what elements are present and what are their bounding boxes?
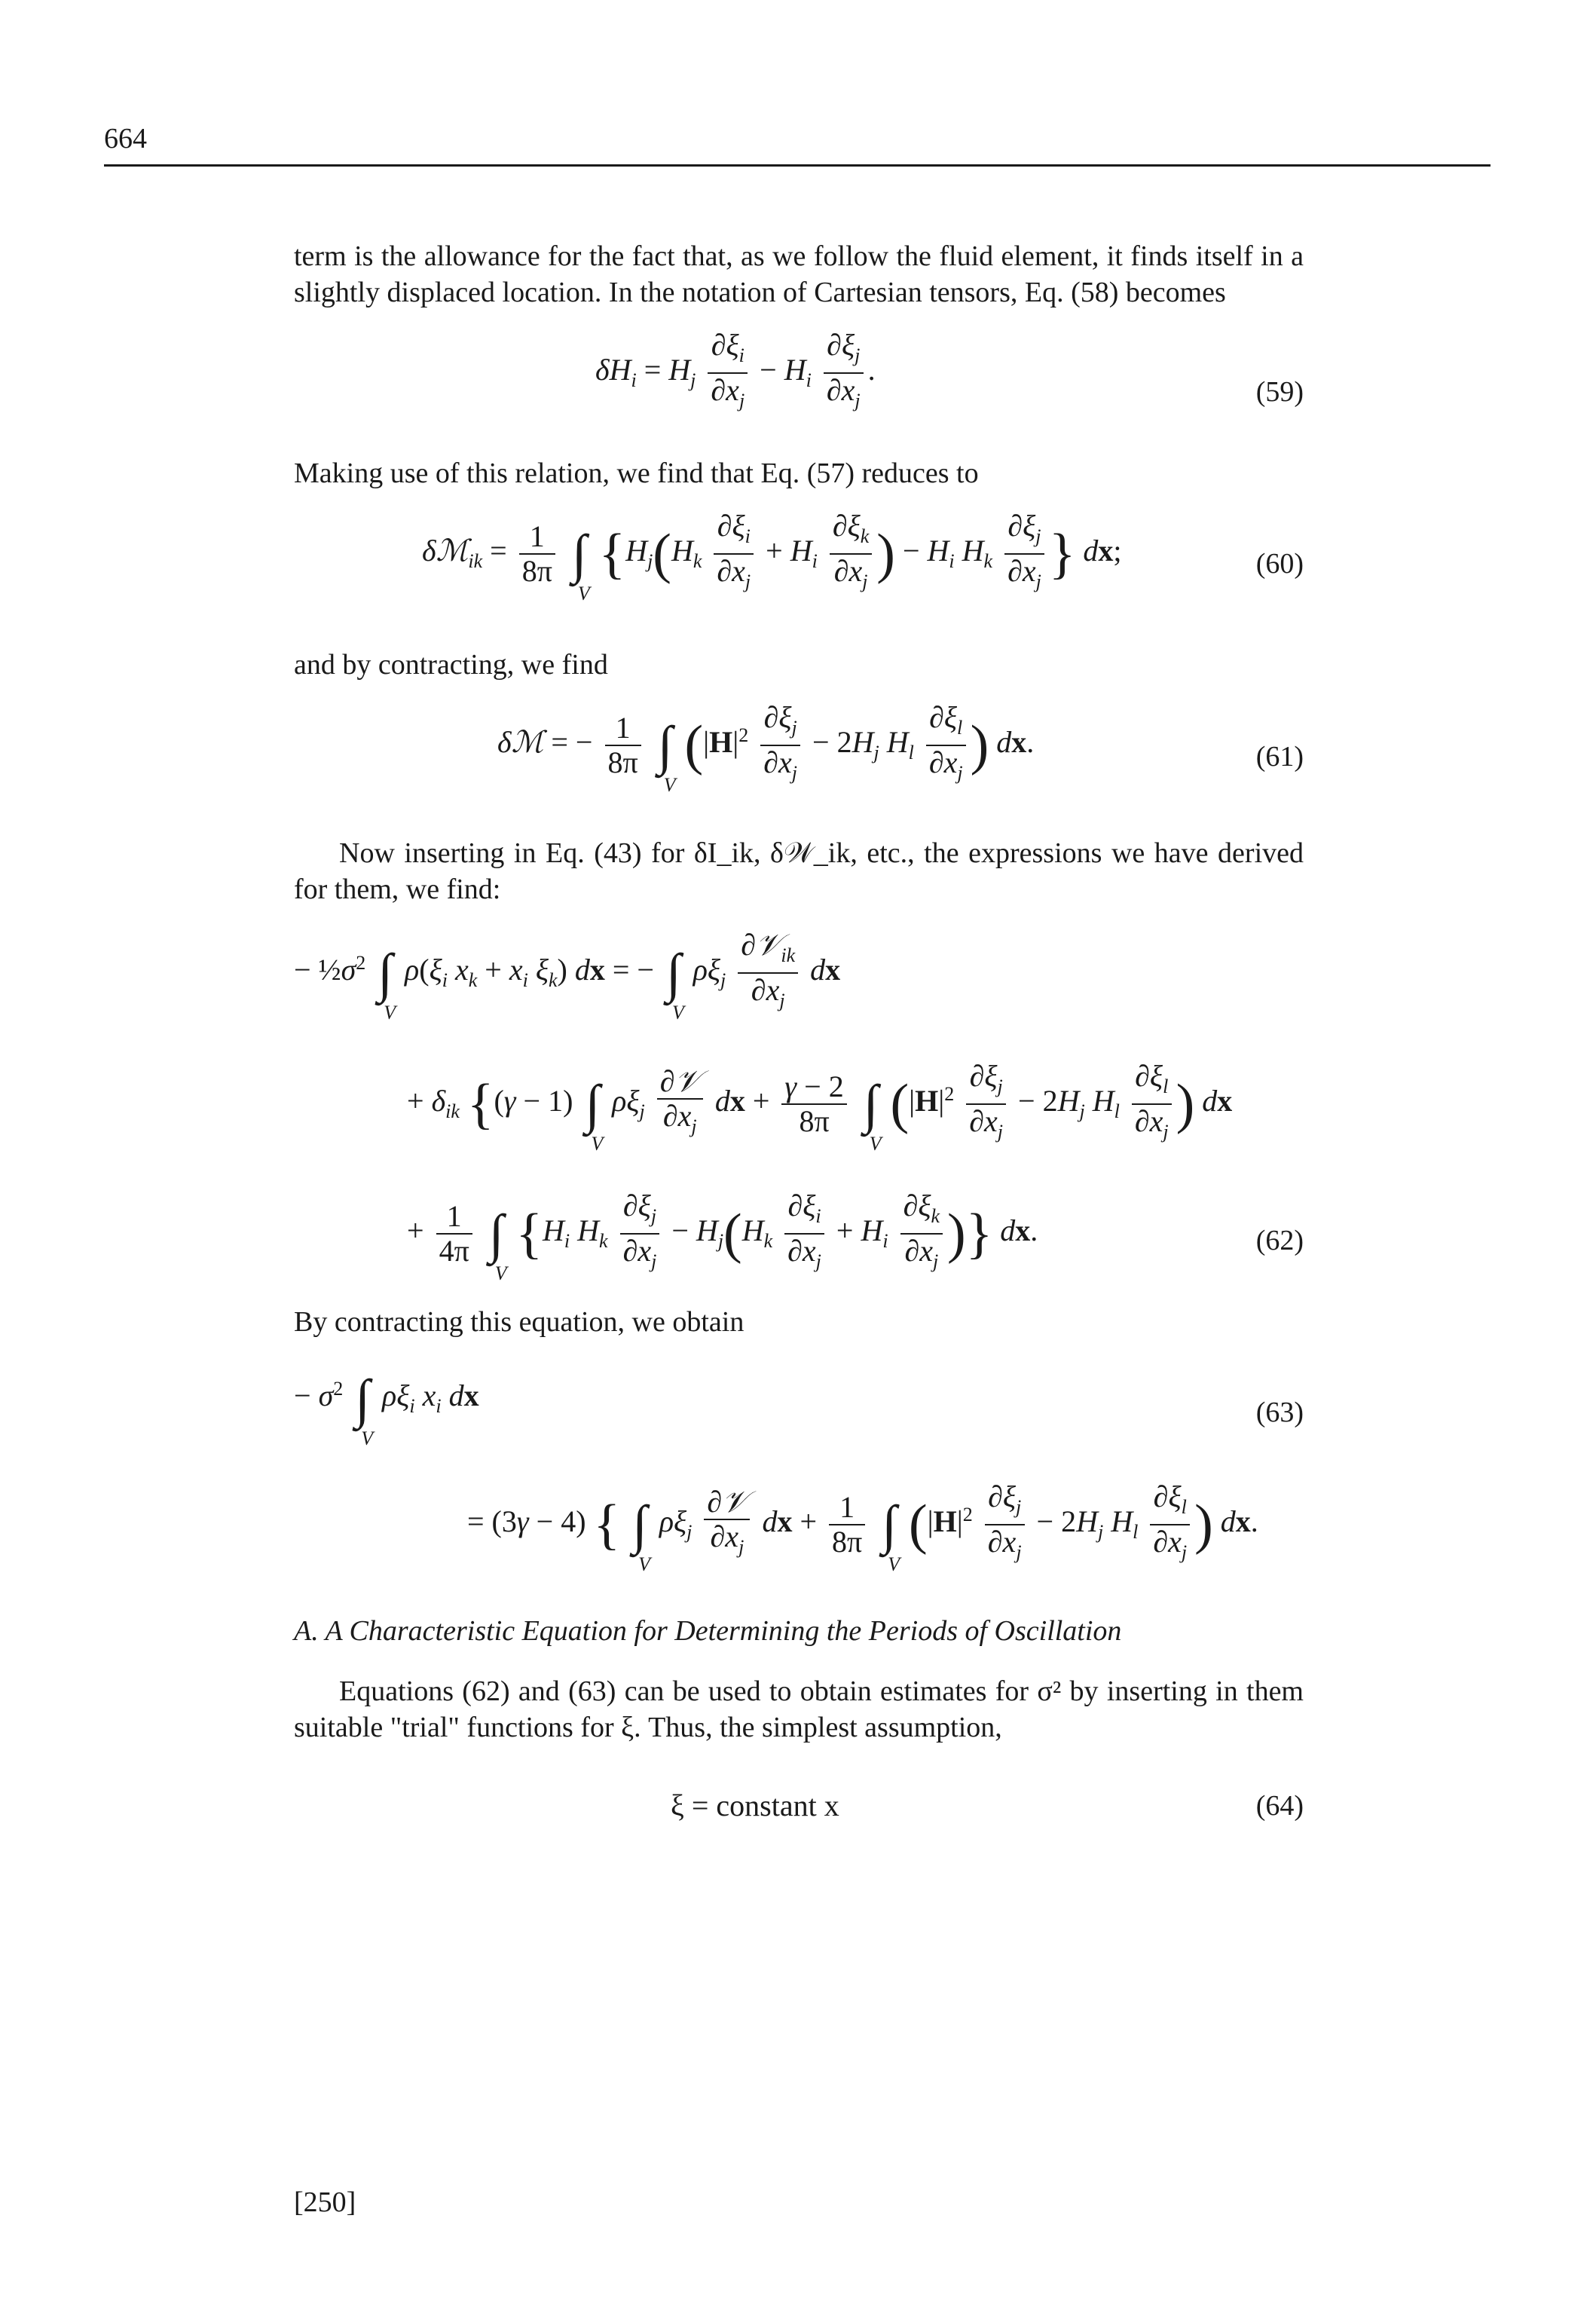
- equation-60: δℳ$_{ik}$ = $\frac{1}{8\pi}$ ∫ V {$H_j(H_k$ $\frac{\partial\xi_i}{\partial x_j}$ + $H_i$ $\frac{\partial\xi_k}{\partial x_j}$ ) − $H_i$ $H_k$ $\frac{\partial\xi_j}{\partial x_j}$ } dx;: [422, 509, 1122, 604]
- footer-label: [250]: [294, 2186, 356, 2218]
- header-rule: [104, 164, 1491, 167]
- equation-61: δℳ = − $\frac{1}{8\pi}$ ∫ V ($|H|^2$ $\frac{\partial\xi_j}{\partial x_j}$ − $2H_j$ $H_l$ $\frac{\partial\xi_l}{\partial x_j}$ ) dx.: [497, 700, 1035, 796]
- equation-number-59: (59): [1255, 376, 1304, 408]
- equation-number-61: (61): [1255, 741, 1304, 773]
- equation-63-line-2: = (3γ − 4) { ∫ V $\rho\xi_j$ $\frac{\text{∂𝒱}}{\partial x_j}$ dx + $\frac{1}{8\pi}$ ∫ V ($|H|^2$ $\frac{\partial\xi_j}{\partial x_j}$ − $2H_j$ $H_l$ $\frac{\partial\xi_l}{\partial x_j}$ ) dx.: [467, 1479, 1258, 1575]
- paragraph-4: Now inserting in Eq. (43) for δI_ik, δ𝒲_ik, etc., the expressions we have derived for them, we find:: [294, 837, 1304, 905]
- equation-number-62: (62): [1255, 1225, 1304, 1256]
- equation-62-line-1: − $\frac{1}{2}\sigma^2$ ∫ V $\rho(\xi_i$ $x_k + x_i$ $\xi_k$) dx = − ∫ V $\rho\xi_j$ $\frac{\partial 𝒱_{ik}}{\partial x_j}$ dx: [294, 928, 841, 1024]
- paragraph-3: and by contracting, we find: [294, 649, 608, 681]
- equation-number-60: (60): [1255, 548, 1304, 580]
- section-heading: A. A Characteristic Equation for Determining the Periods of Oscillation: [294, 1615, 1122, 1647]
- equation-number-64: (64): [1255, 1790, 1304, 1822]
- equation-number-63: (63): [1255, 1397, 1304, 1428]
- page-number: 664: [104, 123, 147, 155]
- equation-62-line-3: + $\frac{1}{4\pi}$ ∫ V {$H_i$ $H_k$ $\frac{\partial\xi_j}{\partial x_j}$ − $H_j(H_k$ $\frac{\partial\xi_i}{\partial x_j}$ + $H_i$ $\frac{\partial\xi_k}{\partial x_j}$ )} dx.: [407, 1189, 1038, 1284]
- equation-59: $\delta H_i = H_j$ $\frac{\partial\xi_i}{\partial x_j}$ − $H_i$ $\frac{\partial\xi_j}{\partial x_j}$ .: [595, 328, 876, 412]
- equation-64: ξ = constant x: [671, 1789, 839, 1822]
- equation-63-line-1: − $\sigma^2$ ∫ V $\rho\xi_i$ $x_i$ dx: [294, 1369, 479, 1449]
- equation-62-line-2: + $\delta_{ik}$ {(γ − 1) ∫ V $\rho\xi_j$ $\frac{\text{∂𝒱}}{\partial x_j}$ dx + $\frac{\gamma - 2}{8\pi}$ ∫ V ($|H|^2$ $\frac{\partial\xi_j}{\partial x_j}$ − $2H_j$ $H_l$ $\frac{\partial\xi_l}{\partial x_j}$ ) dx: [407, 1059, 1233, 1155]
- paragraph-2: Making use of this relation, we find that Eq. (57) reduces to: [294, 457, 979, 489]
- paragraph-1: term is the allowance for the fact that, as we follow the fluid element, it finds itself in a slightly displaced location. In the notation of Cartesian tensors, Eq. (58) becomes: [294, 240, 1304, 308]
- paragraph-6: Equations (62) and (63) can be used to obtain estimates for σ² by inserting in them suitable "trial" functions for ξ. Thus, the simplest assumption,: [294, 1675, 1304, 1743]
- paragraph-5: By contracting this equation, we obtain: [294, 1306, 744, 1338]
